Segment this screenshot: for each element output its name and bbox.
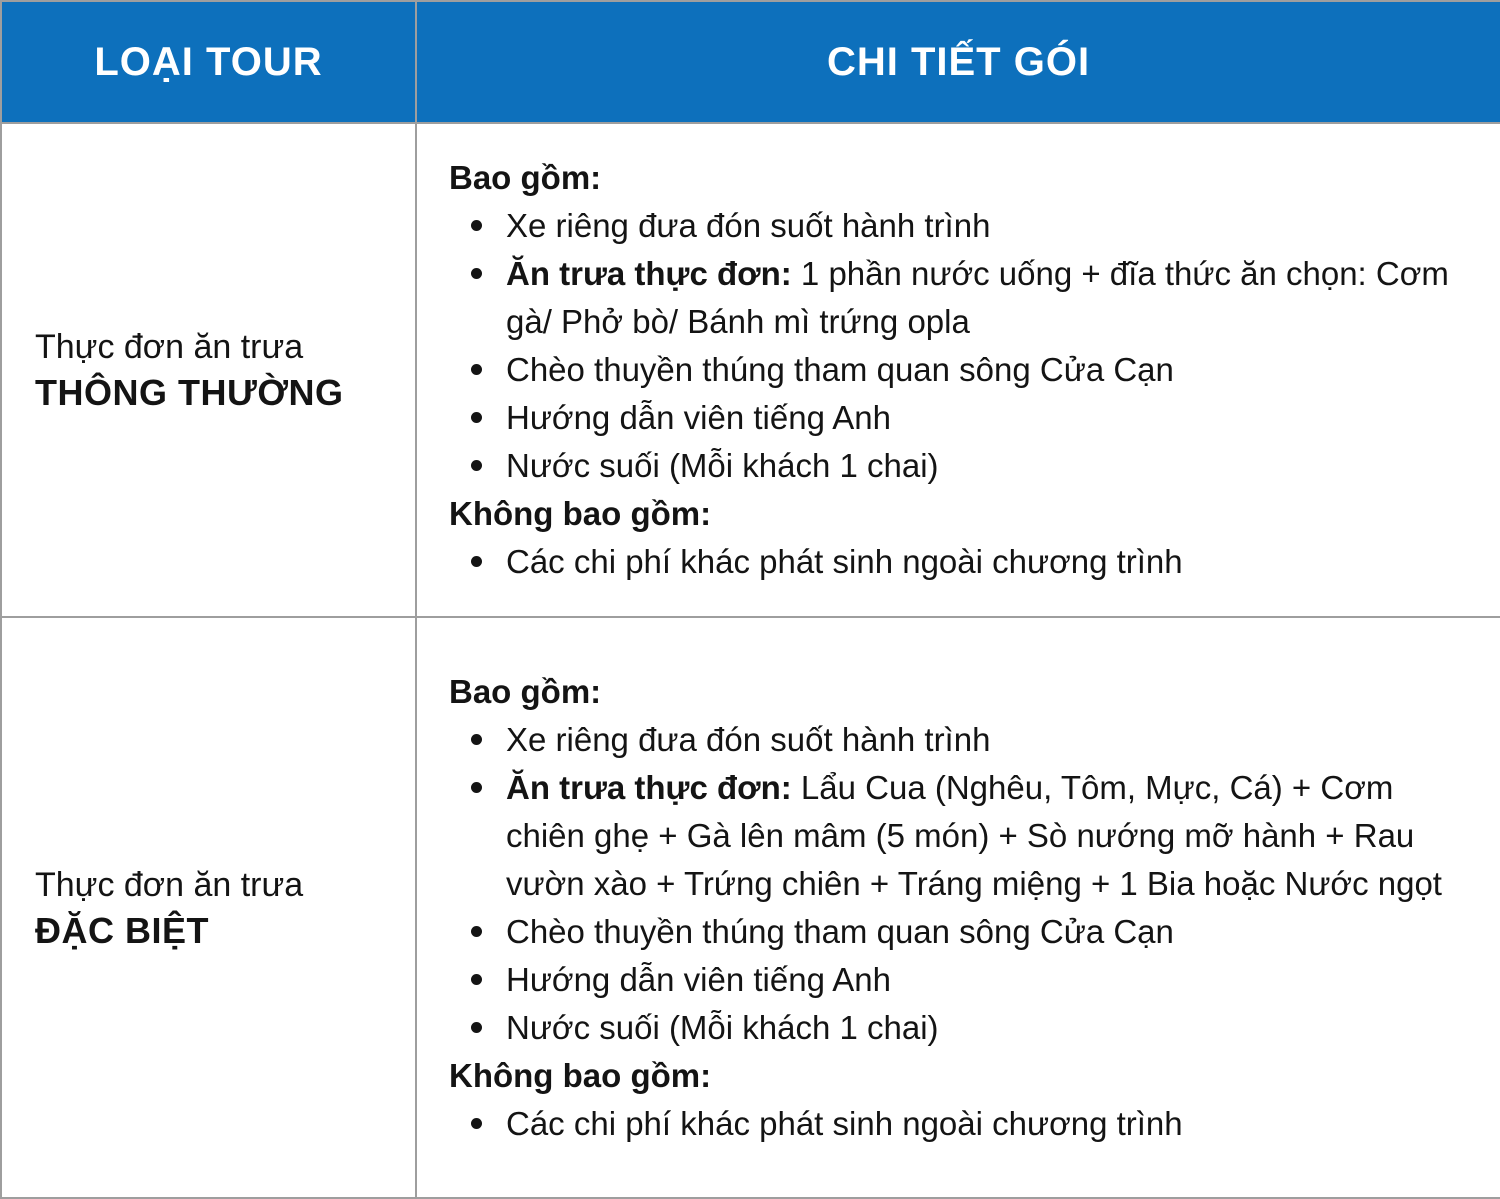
bullet-icon	[471, 268, 482, 279]
bullet-icon	[471, 1118, 482, 1129]
list-item	[449, 250, 1474, 346]
item-text: Hướng dẫn viên tiếng Anh	[506, 960, 891, 998]
list-item	[449, 908, 1474, 956]
item-text: Hướng dẫn viên tiếng Anh	[506, 399, 891, 436]
item-text: Các chi phí khác phát sinh ngoài chương trình	[506, 1104, 1183, 1142]
header-row	[1, 1, 1500, 123]
table-body	[1, 123, 1500, 1198]
bullet-icon	[471, 220, 482, 231]
section-heading: Bao gồm:	[449, 672, 602, 710]
list-item	[449, 716, 1474, 764]
item-text: Xe riêng đưa đón suốt hành trình	[506, 207, 991, 244]
tour-type-name: ĐẶC BIỆT	[35, 909, 209, 951]
section-item-list	[449, 716, 1474, 1052]
bullet-icon	[471, 974, 482, 985]
section-item-list	[449, 538, 1474, 586]
header-cell-loai-tour: LOẠI TOUR	[1, 1, 416, 123]
tour-type-label: Thực đơn ăn trưa	[35, 328, 304, 366]
item-text: Lẩu Cua (Nghêu, Tôm, Mực, Cá) + Cơm chiên ghẹ + Gà lên mâm (5 món) + Sò nướng mỡ hành + Rau vườn xào + Trứng chiên + Tráng miệng + 1 Bia hoặc Nước ngọt	[506, 768, 1442, 902]
bullet-icon	[471, 734, 482, 745]
header-cell-chi-tiet-goi: CHI TIẾT GÓI	[416, 1, 1500, 123]
item-bold-text: Ăn trưa thực đơn:	[506, 255, 792, 292]
list-item	[449, 538, 1474, 586]
list-item	[449, 1100, 1474, 1148]
list-item	[449, 956, 1474, 1004]
list-item	[449, 346, 1474, 394]
tour-type-cell	[1, 123, 416, 617]
item-text: Chèo thuyền thúng tham quan sông Cửa Cạn	[506, 912, 1174, 950]
list-item	[449, 1004, 1474, 1052]
bullet-icon	[471, 412, 482, 423]
section-item-list	[449, 1100, 1474, 1148]
bullet-icon	[471, 460, 482, 471]
bullet-icon	[471, 1022, 482, 1033]
package-details-cell	[416, 617, 1500, 1198]
table-row	[1, 617, 1500, 1198]
list-item	[449, 202, 1474, 250]
bullet-icon	[471, 556, 482, 567]
tour-type-name: THÔNG THƯỜNG	[35, 372, 344, 413]
section-heading: Không bao gồm:	[449, 495, 712, 532]
section-heading: Không bao gồm:	[449, 1056, 712, 1094]
bullet-icon	[471, 364, 482, 375]
bullet-icon	[471, 782, 482, 793]
item-bold-text: Ăn trưa thực đơn:	[506, 768, 792, 806]
list-item	[449, 442, 1474, 490]
tour-type-label: Thực đơn ăn trưa	[35, 865, 304, 904]
item-text: Nước suối (Mỗi khách 1 chai)	[506, 1008, 939, 1046]
item-text: Nước suối (Mỗi khách 1 chai)	[506, 447, 939, 484]
section-item-list	[449, 202, 1474, 490]
item-text: Xe riêng đưa đón suốt hành trình	[506, 720, 991, 758]
list-item	[449, 764, 1474, 908]
table-row	[1, 123, 1500, 617]
tour-type-cell	[1, 617, 416, 1198]
bullet-icon	[471, 926, 482, 937]
item-text: Chèo thuyền thúng tham quan sông Cửa Cạn	[506, 351, 1174, 388]
section-heading: Bao gồm:	[449, 159, 602, 196]
package-details-cell	[416, 123, 1500, 617]
item-text: 1 phần nước uống + đĩa thức ăn chọn: Cơm gà/ Phở bò/ Bánh mì trứng opla	[506, 255, 1449, 340]
item-text: Các chi phí khác phát sinh ngoài chương trình	[506, 543, 1183, 580]
list-item	[449, 394, 1474, 442]
